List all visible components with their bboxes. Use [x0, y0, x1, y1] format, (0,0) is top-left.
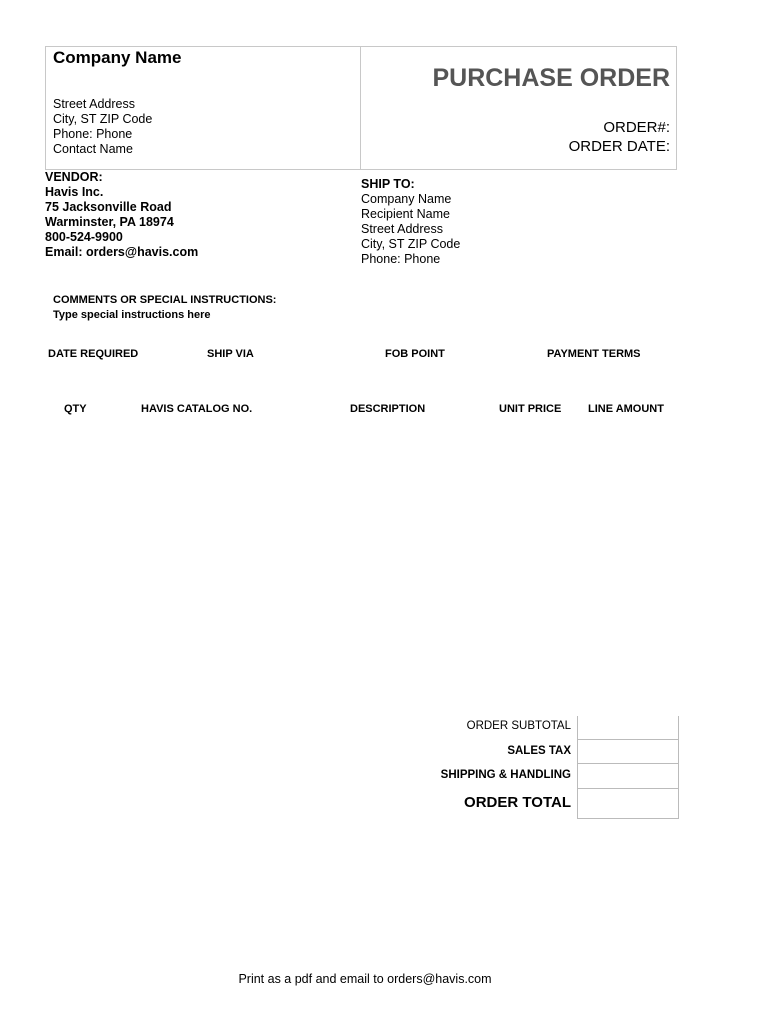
sales-tax-value[interactable]	[577, 740, 679, 764]
comments-heading: COMMENTS OR SPECIAL INSTRUCTIONS:	[53, 294, 277, 306]
order-date-label[interactable]: ORDER DATE:	[568, 138, 670, 155]
totals-grid	[577, 716, 679, 819]
page-title: PURCHASE ORDER	[432, 64, 670, 92]
company-phone[interactable]: Phone: Phone	[53, 127, 133, 141]
order-subtotal-value[interactable]	[577, 716, 679, 740]
company-name[interactable]: Company Name	[53, 48, 182, 67]
ship-to-company[interactable]: Company Name	[361, 192, 452, 206]
shipping-handling-label: SHIPPING & HANDLING	[440, 769, 571, 781]
vendor-email[interactable]: Email: orders@havis.com	[45, 245, 199, 259]
company-street[interactable]: Street Address	[53, 97, 135, 111]
date-required-header: DATE REQUIRED	[48, 348, 139, 360]
order-total-label: ORDER TOTAL	[464, 794, 571, 811]
footer-note: Print as a pdf and email to orders@havis.com	[238, 972, 492, 986]
unit-price-header: UNIT PRICE	[499, 403, 562, 415]
comments-input[interactable]: Type special instructions here	[53, 309, 211, 321]
vendor-phone: 800-524-9900	[45, 230, 123, 244]
catalog-number-header: HAVIS CATALOG NO.	[141, 403, 253, 415]
sales-tax-label: SALES TAX	[507, 745, 571, 757]
ship-to-phone[interactable]: Phone: Phone	[361, 252, 441, 266]
vendor-name: Havis Inc.	[45, 185, 104, 199]
shipping-handling-value[interactable]	[577, 764, 679, 789]
header-divider	[360, 46, 361, 170]
order-number-label[interactable]: ORDER#:	[603, 119, 670, 136]
vendor-city: Warminster, PA 18974	[45, 215, 174, 229]
company-contact[interactable]: Contact Name	[53, 142, 133, 156]
order-subtotal-label: ORDER SUBTOTAL	[466, 720, 571, 732]
description-header: DESCRIPTION	[350, 403, 426, 415]
ship-to-city[interactable]: City, ST ZIP Code	[361, 237, 461, 251]
vendor-heading: VENDOR:	[45, 170, 103, 184]
ship-to-street[interactable]: Street Address	[361, 222, 443, 236]
vendor-street: 75 Jacksonville Road	[45, 200, 172, 214]
qty-header: QTY	[64, 403, 87, 415]
fob-point-header: FOB POINT	[385, 348, 445, 360]
order-total-value[interactable]	[577, 789, 679, 819]
line-amount-header: LINE AMOUNT	[588, 403, 664, 415]
payment-terms-header: PAYMENT TERMS	[547, 348, 641, 360]
ship-via-header: SHIP VIA	[207, 348, 254, 360]
ship-to-recipient[interactable]: Recipient Name	[361, 207, 450, 221]
ship-to-heading: SHIP TO:	[361, 177, 415, 191]
company-city[interactable]: City, ST ZIP Code	[53, 112, 153, 126]
